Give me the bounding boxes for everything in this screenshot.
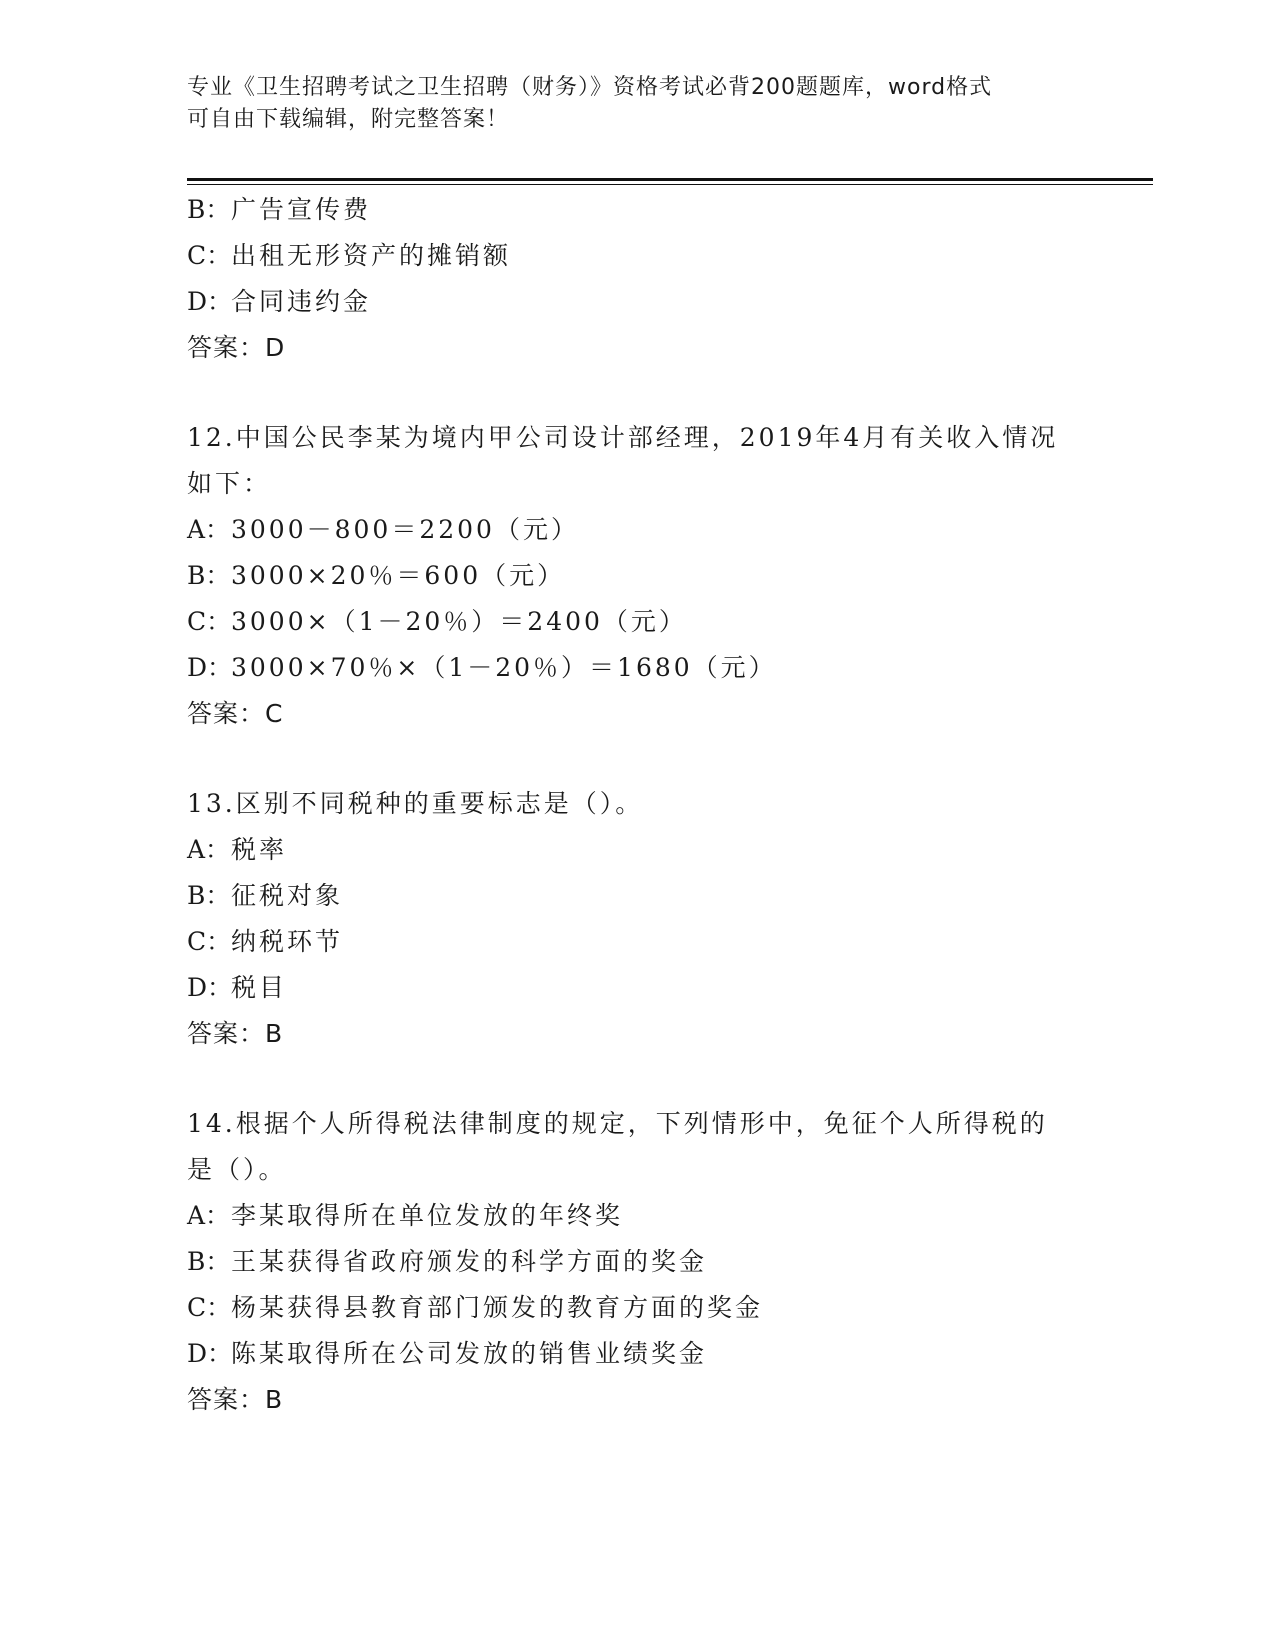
header-line-2: 可自由下载编辑，附完整答案！ [187,107,510,132]
header-rule-thin [187,184,1153,185]
option-b: B：征税对象 [187,881,344,910]
answer-line: 答案：C [187,699,284,728]
option-a: A：李某取得所在单位发放的年终奖 [187,1201,624,1230]
header-line-1: 专业《卫生招聘考试之卫生招聘（财务）》资格考试必背200题题库，word格式 [187,75,993,100]
answer-line: 答案：B [187,1019,284,1048]
question-stem: 12.中国公民李某为境内甲公司设计部经理，2019年4月有关收入情况 [187,423,1059,452]
question-13 [187,781,1087,1057]
document-header [187,72,1087,136]
option-a: A：3000－800＝2200（元） [187,515,579,544]
question-12 [187,415,1087,737]
option-d: D：陈某取得所在公司发放的销售业绩奖金 [187,1339,708,1368]
question-list [187,187,1087,1423]
option-c: C：3000×（1－20％）＝2400（元） [187,607,687,636]
option-d: D：3000×70％×（1－20％）＝1680（元） [187,653,777,682]
option-a: A：税率 [187,835,288,864]
option-d: D：合同违约金 [187,287,372,316]
question-stem-cont: 是（）。 [187,1155,287,1184]
option-d: D：税目 [187,973,288,1002]
option-c: C：纳税环节 [187,927,344,956]
question-stem: 14.根据个人所得税法律制度的规定，下列情形中，免征个人所得税的 [187,1109,1048,1138]
answer-line: 答案：D [187,333,286,362]
question-stem-cont: 如下： [187,469,272,498]
question-14 [187,1101,1087,1423]
option-b: B：3000×20％＝600（元） [187,561,566,590]
question-11 [187,187,1087,371]
answer-line: 答案：B [187,1385,284,1414]
option-b: B：广告宣传费 [187,195,372,224]
question-stem: 13.区别不同税种的重要标志是（）。 [187,789,644,818]
option-c: C：杨某获得县教育部门颁发的教育方面的奖金 [187,1293,764,1322]
header-rule-thick [187,178,1153,181]
option-c: C：出租无形资产的摊销额 [187,241,512,270]
option-b: B：王某获得省政府颁发的科学方面的奖金 [187,1247,708,1276]
